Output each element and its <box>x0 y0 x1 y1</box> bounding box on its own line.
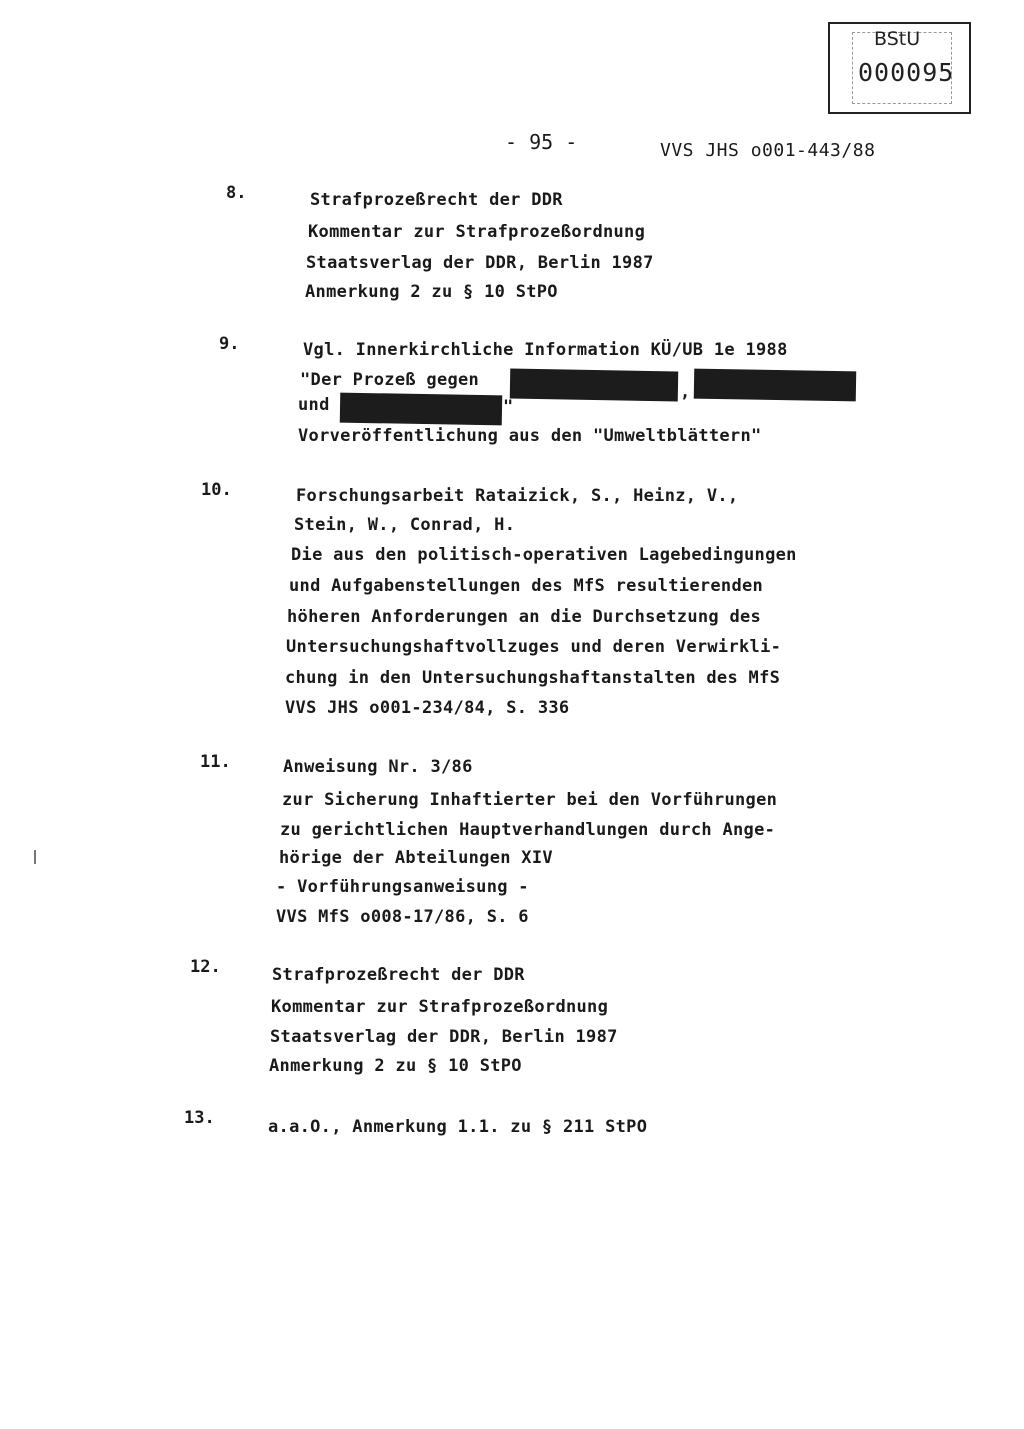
entry-line: Kommentar zur Strafprozeßordnung <box>308 222 646 242</box>
entry-line: VVS JHS o001-234/84, S. 336 <box>285 698 570 718</box>
entry-number: 10. <box>201 480 232 500</box>
entry-line: Die aus den politisch-operativen Lagebedingungen <box>291 545 797 565</box>
entry-line: und Aufgabenstellungen des MfS resultierenden <box>289 576 764 596</box>
entry-line: Stein, W., Conrad, H. <box>294 515 516 535</box>
entry-line: Forschungsarbeit Rataizick, S., Heinz, V., <box>296 486 739 506</box>
redaction-bar <box>694 369 856 402</box>
entry-line: Anweisung Nr. 3/86 <box>283 757 473 777</box>
entry-line: a.a.O., Anmerkung 1.1. zu § 211 StPO <box>268 1117 648 1137</box>
entry-line: Untersuchungshaftvollzuges und deren Verwirkli- <box>286 637 782 657</box>
entry-line: VVS MfS o008-17/86, S. 6 <box>276 907 529 927</box>
page-number: - 95 - <box>505 130 578 154</box>
entry-line: Vorveröffentlichung aus den "Umweltblättern" <box>298 426 762 446</box>
entry-line: zu gerichtlichen Hauptverhandlungen durch Ange- <box>280 820 776 840</box>
scan-mark <box>34 850 36 864</box>
stamp-number: 000095 <box>858 58 955 87</box>
entry-line: , <box>680 382 691 402</box>
entry-line: Anmerkung 2 zu § 10 StPO <box>269 1056 522 1076</box>
archive-stamp <box>828 22 971 114</box>
entry-line: chung in den Untersuchungshaftanstalten des MfS <box>285 668 781 688</box>
entry-line: zur Sicherung Inhaftierter bei den Vorführungen <box>282 790 778 810</box>
entry-line: Strafprozeßrecht der DDR <box>310 190 563 210</box>
stamp-label: BStU <box>874 28 921 50</box>
entry-number: 12. <box>190 957 221 977</box>
entry-line: Vgl. Innerkirchliche Information KÜ/UB 1e 1988 <box>303 340 788 360</box>
entry-number: 11. <box>200 752 231 772</box>
entry-number: 9. <box>219 334 240 354</box>
entry-number: 13. <box>184 1108 215 1128</box>
entry-line: Strafprozeßrecht der DDR <box>272 965 525 985</box>
entry-number: 8. <box>226 183 247 203</box>
entry-line: "Der Prozeß gegen <box>300 370 480 390</box>
document-reference: VVS JHS o001-443/88 <box>660 140 876 161</box>
entry-line: hörige der Abteilungen XIV <box>279 848 553 868</box>
redaction-bar <box>510 369 678 402</box>
entry-line: und <box>298 395 330 415</box>
entry-line: Kommentar zur Strafprozeßordnung <box>271 997 609 1017</box>
entry-line: - Vorführungsanweisung - <box>276 877 529 897</box>
entry-line: " <box>503 397 514 417</box>
entry-line: höheren Anforderungen an die Durchsetzung des <box>287 607 762 627</box>
redaction-bar <box>340 393 502 426</box>
entry-line: Anmerkung 2 zu § 10 StPO <box>305 282 558 302</box>
entry-line: Staatsverlag der DDR, Berlin 1987 <box>306 253 654 273</box>
entry-line: Staatsverlag der DDR, Berlin 1987 <box>270 1027 618 1047</box>
